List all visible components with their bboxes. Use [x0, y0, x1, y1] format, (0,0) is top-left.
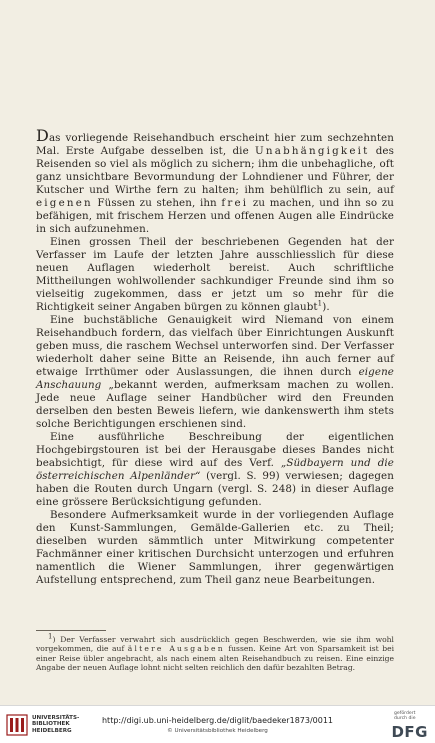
text-run: des Reisenden so viel als möglich zu sichern; ihm die unbehagliche, oft ganz unsichtbare Bevormundung der Lohndiener und Führer, der Kutscher und Wirthe fern zu halten; ihm behülflich zu sein, auf	[36, 145, 394, 196]
paragraph	[36, 236, 394, 314]
text-run: ) Der Verfasser verwahrt sich ausdrücklich gegen Beschwerden, wie sie ihm wohl vorgekommen, die auf	[36, 635, 394, 654]
permalink-url[interactable]: http://digi.ub.uni-heidelberg.de/diglit/baedeker1873/0011	[101, 716, 334, 725]
library-name-line: HEIDELBERG	[32, 727, 72, 734]
text-run: as vorliegende Reisehandbuch erscheint hier zum sechzehnten Mal. Erste Aufgabe desselben ist, die	[36, 132, 394, 157]
body-text	[36, 126, 394, 587]
sup-text: 1	[48, 632, 53, 641]
ital-text: eigene Anschauung	[36, 366, 394, 391]
dropcap-text: D	[36, 126, 49, 145]
spaced-text: eigenen	[36, 197, 93, 209]
footnote-text	[36, 632, 394, 672]
text-run: Eine ausführliche Beschreibung der eigentlichen Hochgebirgstouren ist bei der Herausgabe dieses Bandes nicht beabsichtigt, für diese wird auf des Verf.	[36, 431, 394, 469]
spaced-text: Unabhängigkeit	[255, 145, 370, 157]
text-run: ).	[322, 301, 330, 313]
viewer-footer	[0, 705, 435, 743]
text-run: (vergl. S. 99) verwiesen; dagegen haben die Routen durch Ungarn (vergl. S. 248) in dieser Auflage eine grössere Berücksichtigung gefunden.	[36, 470, 394, 508]
spaced-text: frei	[221, 197, 249, 209]
text-run: zu machen, und ihn so zu befähigen, mit frischem Herzen und offenen Augen alle Eindrücke in sich aufzunehmen.	[36, 197, 394, 235]
text-run: Besondere Aufmerksamkeit wurde in der vorliegenden Auflage den Kunst-Sammlungen, Gemälde-Gallerien etc. zu Theil; dieselben wurden sämmtlich unter Mitwirkung competenter Fachmänner einer kritischen Durchsicht unterzogen und erfuhren namentlich die Wiener Sammlungen, ihrer gegenwärtigen Aufstellung entsprechend, zum Theil ganz neue Bearbeitungen.	[36, 509, 394, 586]
dfg-logo-icon: DFG	[391, 723, 428, 741]
text-run: „bekannt werden, aufmerksam machen zu wollen. Jede neue Auflage seiner Handbücher wird den Freunden derselben den besten Beweis liefern, wie dankenswerth ihm stets solche Berichtigungen erschienen sind.	[36, 379, 394, 430]
copyright-note: © Universitätsbibliothek Heidelberg	[167, 728, 268, 734]
paragraph	[36, 509, 394, 587]
text-run: Eine buchstäbliche Genauigkeit wird Niemand von einem Reisehandbuch fordern, das vielfach über Einrichtungen Auskunft geben muss, die raschem Wechsel unterworfen sind. Der Verfasser wiederholt daher seine Bitte an Reisende, ihn auch ferner auf etwaige Irrthümer oder Auslassungen, die ihnen durch	[36, 314, 394, 378]
paragraph	[36, 431, 394, 509]
sup-text: 1	[317, 299, 323, 308]
funding-note: gefördert durch die	[394, 711, 416, 721]
ital-text: „Südbayern und die österreichischen Alpenländer“	[36, 457, 394, 482]
text-run: fussen. Keine Art von Sparsamkeit ist bei einer Reise übler angebracht, als nach einem alten Reisehandbuch zu reisen. Eine einzige Angabe der neuen Auflage lohnt nicht selten reichlich den dafür bezahlten Betrag.	[36, 644, 394, 672]
footnote	[36, 632, 394, 672]
library-name-line: BIBLIOTHEK	[32, 721, 70, 728]
paragraph	[36, 314, 394, 431]
spaced-text: ältere Ausgaben	[127, 644, 225, 654]
footnote-rule	[36, 630, 106, 631]
paragraph	[36, 126, 394, 236]
library-name-line: UNIVERSITÄTS-	[32, 715, 80, 721]
text-run: Einen grossen Theil der beschriebenen Gegenden hat der Verfasser im Laufe der letzten Jahre ausschliesslich für diese neuen Auflagen wiederholt bereist. Auch schriftliche Mittheilungen wohlwollender sachkundiger Freunde sind ihm so vielseitig zugekommen, dass er jetzt um so mehr für die Richtigkeit seiner Angaben bürgen zu können glaubt	[36, 236, 394, 313]
text-run: Füssen zu stehen, ihn	[92, 197, 222, 209]
